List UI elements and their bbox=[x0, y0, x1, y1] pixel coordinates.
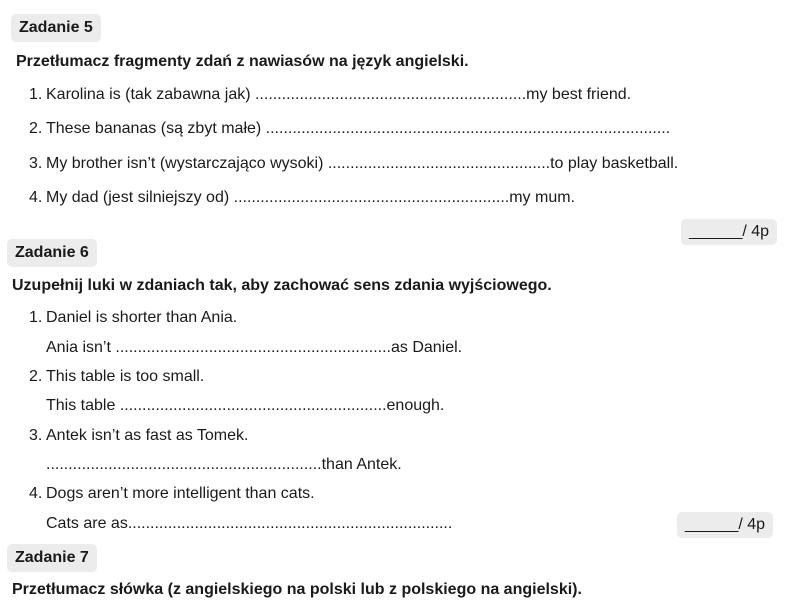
item-number: 3. bbox=[29, 427, 43, 444]
item-text: Antek isn’t as fast as Tomek. bbox=[46, 427, 249, 444]
task5-score: ______/ 4p bbox=[681, 219, 777, 245]
task6-instruction: Uzupełnij luki w zdaniach tak, aby zachować sens zdania wyjściowego. bbox=[12, 277, 552, 294]
answer-text: ..............................................................than Antek. bbox=[46, 456, 402, 473]
item-text: This table is too small. bbox=[46, 368, 205, 385]
answer-text: This table ............................................................enough. bbox=[46, 397, 445, 414]
item-number: 2. bbox=[29, 120, 43, 137]
item-text: My dad (jest silniejszy od) ..............................................................my mum. bbox=[46, 189, 575, 206]
item-number: 2. bbox=[29, 368, 43, 385]
task7-instruction: Przetłumacz słówka (z angielskiego na polski lub z polskiego na angielski). bbox=[12, 581, 582, 598]
item-text: Daniel is shorter than Ania. bbox=[46, 309, 238, 326]
answer-text: Ania isn’t ..............................................................as Daniel. bbox=[46, 339, 463, 356]
item-number: 4. bbox=[29, 189, 43, 206]
task7-title: Zadanie 7 bbox=[7, 544, 97, 572]
item-text: My brother isn’t (wystarczająco wysoki) ..................................................to play basketball. bbox=[46, 155, 679, 172]
item-number: 4. bbox=[29, 485, 43, 502]
item-number: 3. bbox=[29, 155, 43, 172]
item-text: These bananas (są zbyt małe) ........................................................................................... bbox=[46, 120, 671, 137]
answer-text: Cats are as......................................................................... bbox=[46, 515, 453, 532]
task6-score: ______/ 4p bbox=[677, 512, 773, 538]
task6-title: Zadanie 6 bbox=[7, 239, 97, 267]
item-text: Dogs aren’t more intelligent than cats. bbox=[46, 485, 315, 502]
item-text: Karolina is (tak zabawna jak) .............................................................my best friend. bbox=[46, 86, 632, 103]
task5-instruction: Przetłumacz fragmenty zdań z nawiasów na język angielski. bbox=[16, 53, 469, 70]
task5-title: Zadanie 5 bbox=[11, 14, 101, 42]
item-number: 1. bbox=[29, 86, 43, 103]
item-number: 1. bbox=[29, 309, 43, 326]
